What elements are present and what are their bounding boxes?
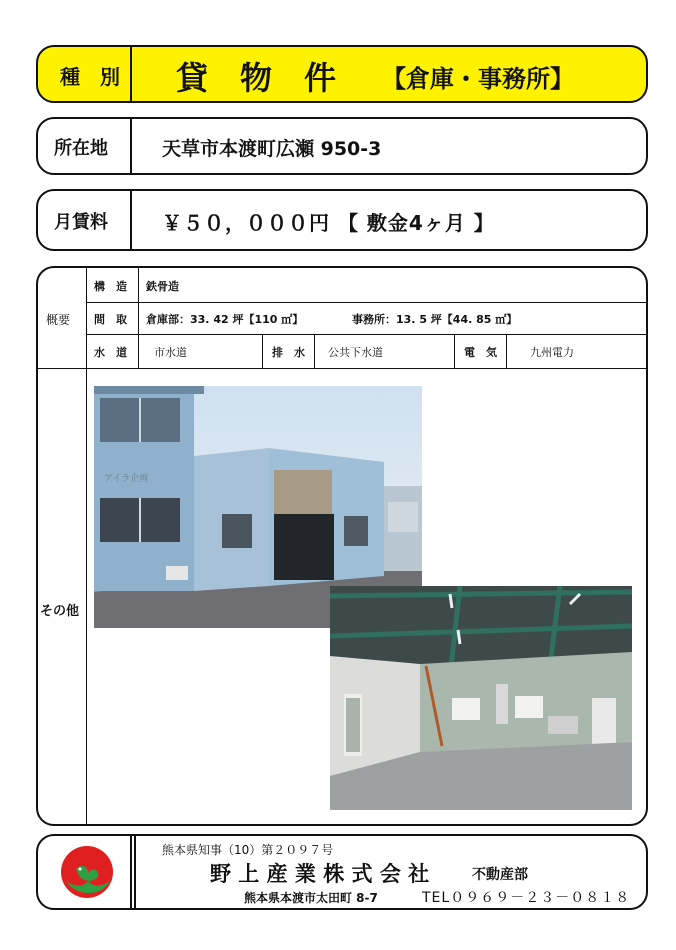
company-name: 野 上 産 業 株 式 会 社	[210, 862, 430, 886]
layout-warehouse: 倉庫部：33. 42 坪【110 ㎡】	[146, 313, 304, 326]
rent-value: ￥５０，０００円 【 敷金4ヶ月 】	[162, 211, 495, 235]
drain-value: 公共下水道	[328, 346, 383, 359]
structure-value: 鉄骨造	[146, 280, 179, 293]
svg-text:アイラ企画: アイラ企画	[104, 474, 149, 484]
rent-label: 月賃料	[54, 212, 108, 233]
water-label: 水 道	[94, 346, 127, 359]
summary-label: 概要	[46, 313, 71, 327]
power-value: 九州電力	[530, 346, 574, 359]
layout-office: 事務所：13. 5 坪【44. 85 ㎡】	[352, 313, 518, 326]
company-address: 熊本県本渡市太田町 8-7	[244, 891, 378, 905]
rent-box	[36, 189, 648, 251]
drain-label: 排 水	[272, 346, 305, 359]
department-name: 不動産部	[472, 867, 528, 883]
footer-box	[36, 834, 648, 910]
rent-divider	[130, 191, 132, 249]
water-value: 市水道	[154, 346, 187, 359]
header-divider	[130, 47, 132, 101]
category-label: 種 別	[60, 65, 120, 89]
property-details-table	[36, 266, 648, 826]
interior-photo	[330, 586, 632, 810]
company-logo-icon	[58, 843, 116, 901]
page-title: 貸 物 件	[176, 59, 337, 97]
address-divider	[130, 119, 132, 173]
company-phone: TEL０９６９－２３－０８１８	[422, 890, 631, 906]
layout-label: 間 取	[94, 313, 127, 326]
power-label: 電 気	[464, 346, 497, 359]
address-value: 天草市本渡町広瀬 950-3	[162, 138, 382, 160]
address-box	[36, 117, 648, 175]
other-label: その他	[40, 604, 80, 619]
header-box	[36, 45, 648, 103]
page-subtitle: 【倉庫・事務所】	[382, 65, 574, 93]
address-label: 所在地	[54, 138, 108, 159]
license-number: 熊本県知事（10）第２０９７号	[162, 843, 334, 857]
footer-divider	[130, 836, 132, 908]
structure-label: 構 造	[94, 280, 127, 293]
